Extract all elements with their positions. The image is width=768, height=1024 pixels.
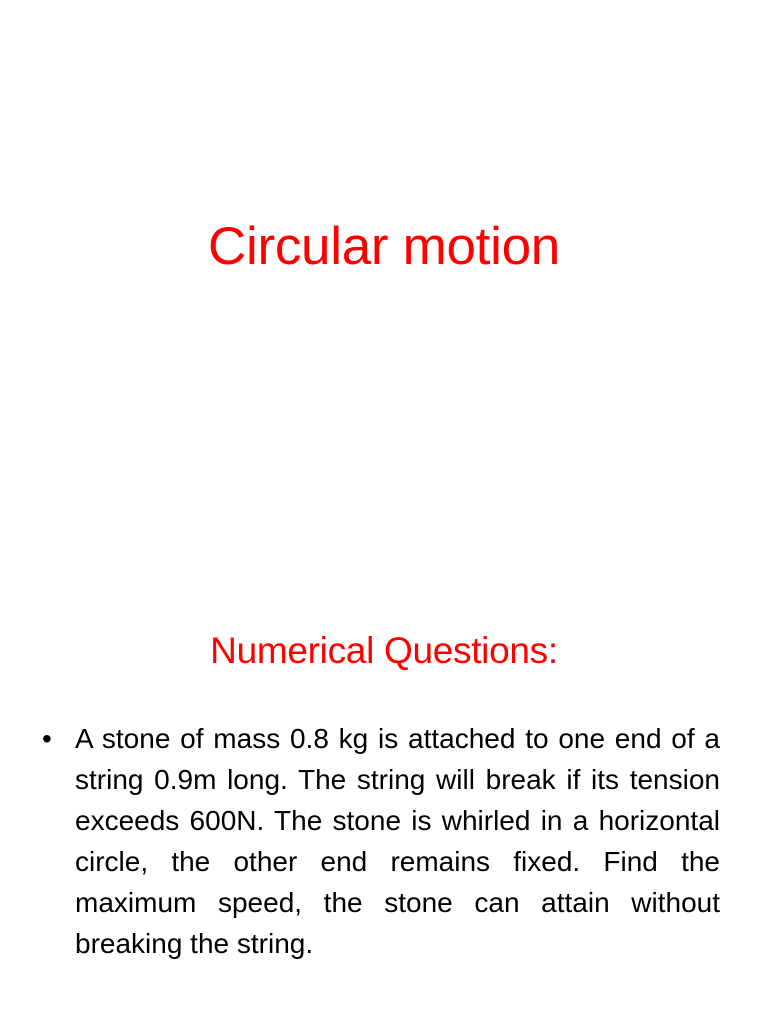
bullet-icon: • (42, 723, 52, 754)
question-text: A stone of mass 0.8 kg is attached to one end of a string 0.9m long. The string will break if its tension exceeds 600N. The stone is whirled in a horizontal circle, the other end remains fixed. Find the maximum speed, the stone can attain without breaking the string. (75, 723, 720, 959)
list-item (40, 718, 720, 964)
bullet-list (40, 718, 720, 964)
section-heading: Numerical Questions: (210, 630, 558, 671)
slide-title: Circular motion (208, 217, 560, 276)
